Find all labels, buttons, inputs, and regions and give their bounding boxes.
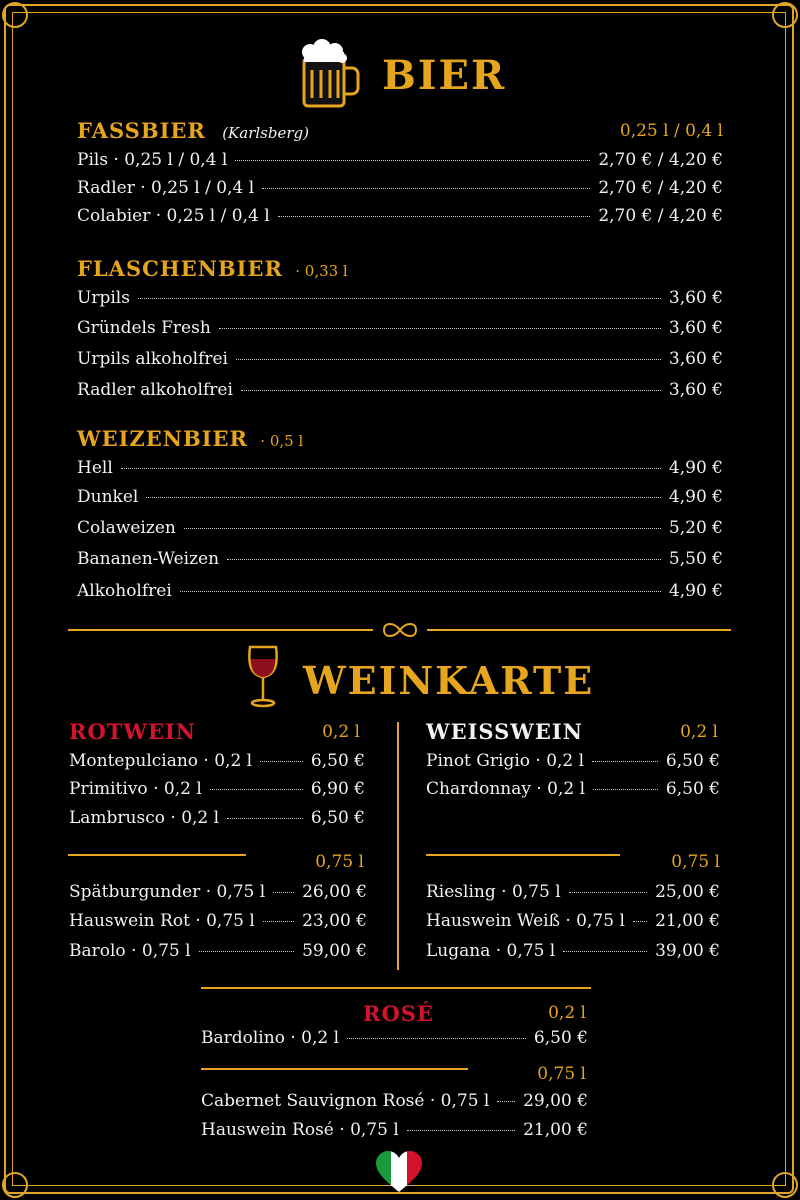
corner-ornament bbox=[772, 1172, 798, 1198]
menu-row: Radler · 0,25 l / 0,4 l 2,70 € / 4,20 € bbox=[77, 178, 723, 198]
menu-row: Lugana · 0,75 l 39,00 € bbox=[426, 941, 720, 961]
wine-glass-icon bbox=[245, 643, 281, 709]
menu-row: Dunkel 4,90 € bbox=[77, 487, 723, 507]
menu-row: Hell 4,90 € bbox=[77, 458, 723, 478]
menu-row: Bardolino · 0,2 l 6,50 € bbox=[201, 1028, 588, 1048]
menu-row: Hauswein Rot · 0,75 l 23,00 € bbox=[69, 911, 367, 931]
weisswein-size-small: 0,2 l bbox=[680, 722, 718, 742]
rotwein-size-large: 0,75 l bbox=[315, 852, 364, 872]
corner-ornament bbox=[2, 1172, 28, 1198]
rose-size-large: 0,75 l bbox=[537, 1064, 586, 1084]
infinity-ornament-icon bbox=[380, 620, 420, 640]
section-divider bbox=[427, 629, 731, 631]
menu-row: Alkoholfrei 4,90 € bbox=[77, 581, 723, 601]
menu-row: Colabier · 0,25 l / 0,4 l 2,70 € / 4,20 € bbox=[77, 206, 723, 226]
menu-row: Hauswein Rosé · 0,75 l 21,00 € bbox=[201, 1120, 588, 1140]
weisswein-size-large: 0,75 l bbox=[671, 852, 720, 872]
menu-row: Spätburgunder · 0,75 l 26,00 € bbox=[69, 882, 367, 902]
weisswein-title: WEISSWEIN bbox=[426, 719, 583, 744]
bier-title: BIER bbox=[382, 52, 507, 99]
menu-row: Bananen-Weizen 5,50 € bbox=[77, 549, 723, 569]
flaschenbier-title: FLASCHENBIER · 0,33 l bbox=[77, 256, 348, 281]
beer-mug-icon bbox=[298, 38, 360, 110]
menu-row: Cabernet Sauvignon Rosé · 0,75 l 29,00 € bbox=[201, 1091, 588, 1111]
size-divider bbox=[201, 1068, 468, 1070]
size-divider bbox=[426, 854, 620, 856]
menu-row: Gründels Fresh 3,60 € bbox=[77, 318, 723, 338]
flaschenbier-size: · 0,33 l bbox=[295, 262, 348, 280]
weizenbier-title: WEIZENBIER · 0,5 l bbox=[77, 426, 304, 451]
menu-row: Pinot Grigio · 0,2 l 6,50 € bbox=[426, 751, 720, 771]
menu-row: Pils · 0,25 l / 0,4 l 2,70 € / 4,20 € bbox=[77, 150, 723, 170]
column-divider bbox=[397, 722, 399, 970]
rotwein-size-small: 0,2 l bbox=[322, 722, 360, 742]
menu-row: Radler alkoholfrei 3,60 € bbox=[77, 380, 723, 400]
menu-row: Barolo · 0,75 l 59,00 € bbox=[69, 941, 367, 961]
menu-row: Urpils 3,60 € bbox=[77, 288, 723, 308]
italian-flag-heart-icon bbox=[374, 1150, 424, 1194]
rose-size-small: 0,2 l bbox=[548, 1003, 586, 1023]
section-divider bbox=[68, 629, 373, 631]
menu-row: Riesling · 0,75 l 25,00 € bbox=[426, 882, 720, 902]
menu-row: Montepulciano · 0,2 l 6,50 € bbox=[69, 751, 365, 771]
weizenbier-size: · 0,5 l bbox=[260, 432, 304, 450]
menu-row: Primitivo · 0,2 l 6,90 € bbox=[69, 779, 365, 799]
fassbier-size-header: 0,25 l / 0,4 l bbox=[619, 121, 723, 141]
rose-top-divider bbox=[201, 987, 591, 989]
menu-row: Lambrusco · 0,2 l 6,50 € bbox=[69, 808, 365, 828]
corner-ornament bbox=[772, 2, 798, 28]
menu-row: Chardonnay · 0,2 l 6,50 € bbox=[426, 779, 720, 799]
menu-row: Urpils alkoholfrei 3,60 € bbox=[77, 349, 723, 369]
menu-row: Colaweizen 5,20 € bbox=[77, 518, 723, 538]
size-divider bbox=[68, 854, 246, 856]
weinkarte-title: WEINKARTE bbox=[303, 658, 595, 703]
corner-ornament bbox=[2, 2, 28, 28]
fassbier-brand: (Karlsberg) bbox=[222, 124, 309, 142]
rose-title: ROSÉ bbox=[363, 1001, 434, 1026]
fassbier-title: FASSBIER (Karlsberg) bbox=[77, 118, 309, 143]
menu-row: Hauswein Weiß · 0,75 l 21,00 € bbox=[426, 911, 720, 931]
rotwein-title: ROTWEIN bbox=[69, 719, 196, 744]
